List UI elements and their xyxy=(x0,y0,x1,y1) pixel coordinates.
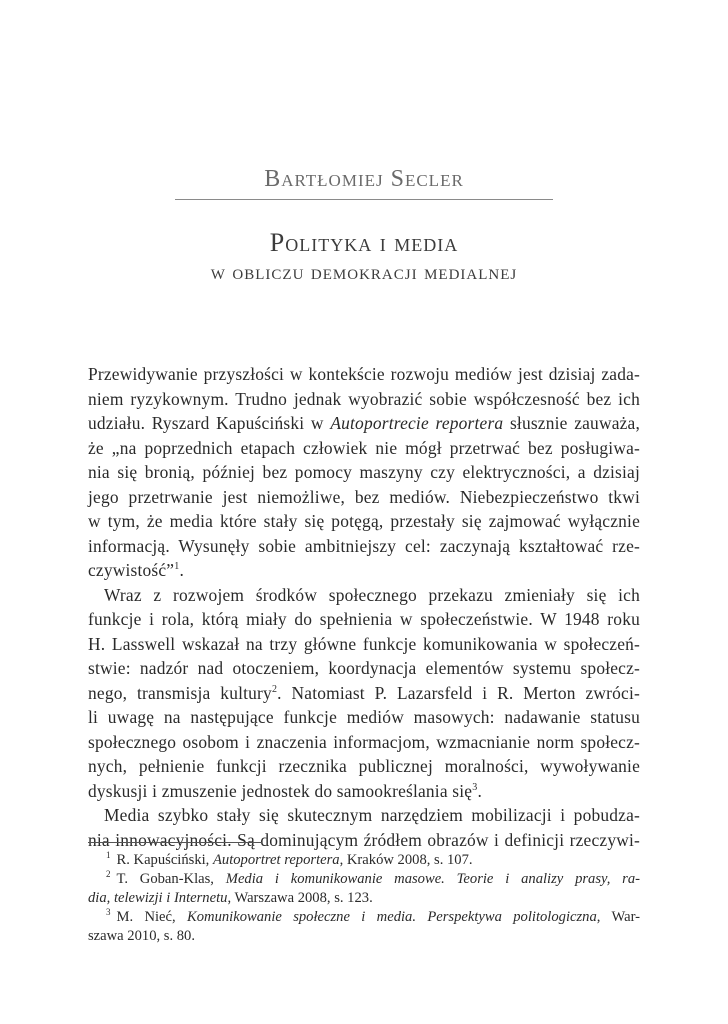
text-span: , Warszawa 2008, s. 123. xyxy=(227,890,373,906)
footnote-number: 2 xyxy=(106,869,111,880)
text-span: słusznie zauważa, xyxy=(503,413,641,433)
text-line: Przewidywanie przyszłości w kontekście rozwoju mediów jest dzisiaj zada- xyxy=(88,364,640,384)
text-line: Media szybko stały się skutecznym narzędziem mobilizacji i pobudza- xyxy=(104,805,640,825)
title-line-2: w obliczu demokracji medialnej xyxy=(210,259,518,284)
footnote-2-cont xyxy=(88,889,640,908)
body-text xyxy=(88,362,640,852)
text-line: nia innowacyjności. Są dominującym źródłem obrazów i definicji rzeczywi- xyxy=(88,829,640,850)
text-line xyxy=(88,558,640,583)
footnote-number: 1 xyxy=(106,850,111,861)
text-line xyxy=(88,681,640,706)
text-span: udziału. Ryszard Kapuściński w xyxy=(88,413,331,433)
footnote-number: 3 xyxy=(106,907,111,918)
text-span: , War- xyxy=(596,909,641,925)
text-line: li uwagę na następujące funkcje mediów masowych: nadawanie statusu xyxy=(88,707,640,727)
footnote-ref-3[interactable]: 3 xyxy=(472,781,478,793)
text-line: Wraz z rozwojem środków społecznego przekazu zmieniały się ich xyxy=(104,584,640,605)
text-line: funkcje i rola, którą miały do spełnienia w społeczeństwie. W 1948 roku xyxy=(88,609,640,629)
citation-title: Media i komunikowanie masowe. Teorie i analizy prasy, ra- xyxy=(225,871,640,887)
text-line: H. Lasswell wskazał na trzy główne funkcje komunikowania w społeczeń- xyxy=(88,633,640,654)
footnote-ref-1[interactable]: 1 xyxy=(174,561,180,573)
text-span: . Natomiast P. Lazarsfeld i R. Merton zwróci- xyxy=(277,682,640,703)
citation-title: dia, telewizji i Internetu xyxy=(88,890,228,906)
text-span: dyskusji i zmuszenie jednostek do samookreślania się xyxy=(88,780,473,801)
book-title-italic: Autoportrecie reportera xyxy=(330,413,504,433)
text-line: nia się bronią, później bez pomocy maszyny czy elektryczności, a dzisiaj xyxy=(88,462,640,482)
footnote-3 xyxy=(88,908,640,927)
footnote-2 xyxy=(88,870,640,889)
text-span: . xyxy=(477,780,482,801)
footnote-1 xyxy=(88,851,640,870)
text-span: nego, transmisja kultury xyxy=(88,682,272,703)
footnote-ref-2[interactable]: 2 xyxy=(271,683,278,695)
text-line: stwie: nadzór nad otoczeniem, koordynacja elementów systemu społecz- xyxy=(88,658,640,678)
text-line xyxy=(88,779,640,804)
text-line: w tym, że media które stały się potęgą, przestały się zajmować wyłącznie xyxy=(88,511,640,531)
text-span: T. Goban-Klas, xyxy=(116,871,226,887)
footnote-divider xyxy=(88,842,262,843)
text-span: M. Nieć, xyxy=(116,909,188,925)
footnote-3-cont: szawa 2010, s. 80. xyxy=(88,928,196,944)
text-line: że „na poprzednich etapach człowiek nie mógł przetrwać bez posługiwa- xyxy=(88,437,640,458)
citation-title: Autoportret reportera xyxy=(212,852,340,868)
text-line xyxy=(88,411,640,436)
text-span: . xyxy=(179,560,184,580)
text-line: niem ryzykownym. Trudno jednak wyobrazić sobie współczesność bez ich xyxy=(88,388,640,409)
title-line-1: Polityka i media xyxy=(269,228,459,257)
chapter-title xyxy=(90,228,638,286)
text-span: R. Kapuściński, xyxy=(116,852,213,868)
text-line: nych, pełnienie funkcji rzecznika publicznej moralności, wywoływanie xyxy=(88,756,640,776)
citation-title: Komunikowanie społeczne i media. Perspektywa politologiczna xyxy=(187,909,597,925)
text-span: czywistość” xyxy=(88,560,175,580)
text-line: jego przetrwanie jest niemożliwe, bez mediów. Niebezpieczeństwo tkwi xyxy=(88,486,640,507)
author-divider xyxy=(175,199,553,200)
text-line: społecznego osobom i znaczenia informacjom, wzmacnianie norm społecz- xyxy=(88,731,640,752)
author-name: Bartłomiej Secler xyxy=(264,166,464,192)
text-line: informacją. Wysunęły sobie ambitniejszy cel: zaczynają kształtować rze- xyxy=(88,535,640,556)
footnotes xyxy=(88,851,640,946)
text-span: , Kraków 2008, s. 107. xyxy=(339,852,473,868)
